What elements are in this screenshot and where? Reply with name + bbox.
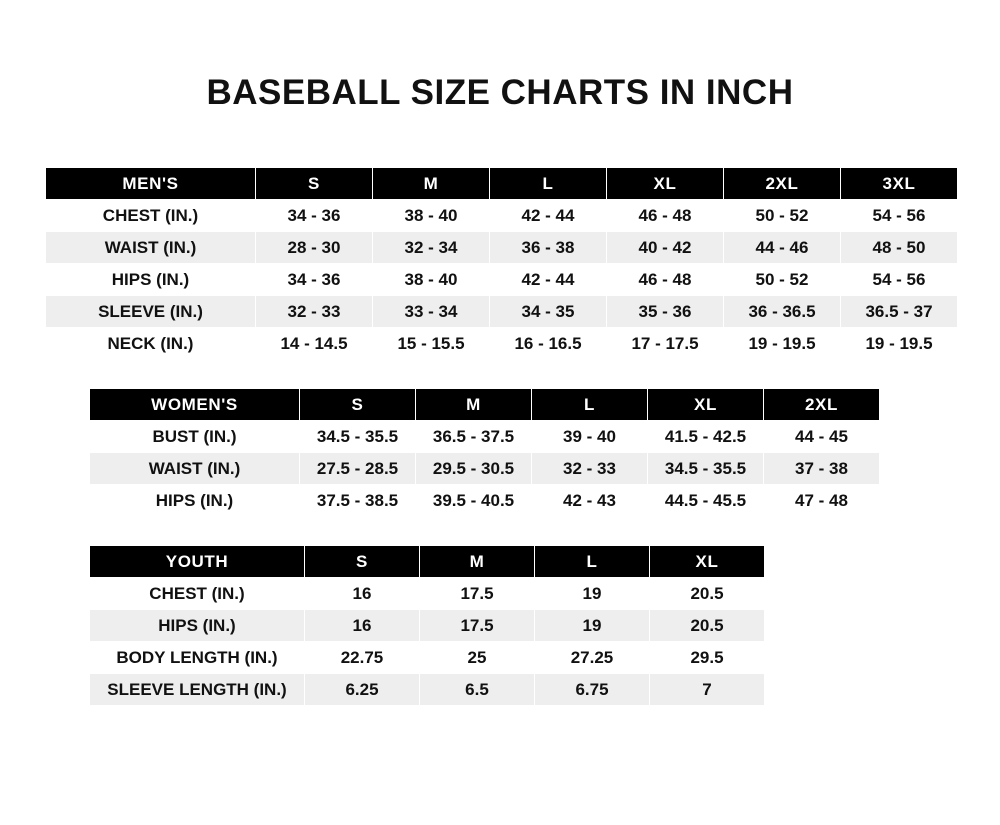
mens-table-head (46, 168, 958, 200)
youth-header-s: S (305, 546, 420, 578)
cell-value: 39.5 - 40.5 (416, 485, 532, 517)
mens-header-category: MEN'S (46, 168, 256, 200)
row-label: HIPS (IN.) (90, 485, 300, 517)
mens-header-m: M (373, 168, 490, 200)
youth-size-table (89, 545, 765, 706)
cell-value: 6.75 (535, 674, 650, 706)
cell-value: 36.5 - 37.5 (416, 421, 532, 453)
womens-header-s: S (300, 389, 416, 421)
youth-header-category: YOUTH (90, 546, 305, 578)
cell-value: 6.5 (420, 674, 535, 706)
table-row (90, 421, 880, 453)
row-label: HIPS (IN.) (90, 610, 305, 642)
cell-value: 38 - 40 (373, 264, 490, 296)
cell-value: 44 - 45 (764, 421, 880, 453)
cell-value: 32 - 33 (532, 453, 648, 485)
cell-value: 17 - 17.5 (607, 328, 724, 360)
table-row (46, 264, 958, 296)
cell-value: 34.5 - 35.5 (300, 421, 416, 453)
youth-table-body (90, 578, 765, 706)
size-chart-page (0, 73, 1000, 825)
cell-value: 50 - 52 (724, 264, 841, 296)
row-label: NECK (IN.) (46, 328, 256, 360)
cell-value: 32 - 34 (373, 232, 490, 264)
row-label: SLEEVE LENGTH (IN.) (90, 674, 305, 706)
row-label: CHEST (IN.) (46, 200, 256, 232)
mens-header-s: S (256, 168, 373, 200)
size-tables-container (0, 167, 1000, 706)
youth-header-l: L (535, 546, 650, 578)
table-row (90, 674, 765, 706)
womens-header-xl: XL (648, 389, 764, 421)
womens-size-table (89, 388, 880, 517)
row-label: BUST (IN.) (90, 421, 300, 453)
cell-value: 27.5 - 28.5 (300, 453, 416, 485)
cell-value: 16 (305, 610, 420, 642)
youth-size-table-block (45, 545, 955, 706)
womens-header-m: M (416, 389, 532, 421)
cell-value: 20.5 (650, 578, 765, 610)
row-label: SLEEVE (IN.) (46, 296, 256, 328)
cell-value: 34 - 35 (490, 296, 607, 328)
cell-value: 34.5 - 35.5 (648, 453, 764, 485)
cell-value: 54 - 56 (841, 264, 958, 296)
table-row (90, 578, 765, 610)
cell-value: 34 - 36 (256, 264, 373, 296)
mens-header-3xl: 3XL (841, 168, 958, 200)
cell-value: 17.5 (420, 578, 535, 610)
cell-value: 29.5 - 30.5 (416, 453, 532, 485)
cell-value: 20.5 (650, 610, 765, 642)
cell-value: 44.5 - 45.5 (648, 485, 764, 517)
womens-size-table-block (45, 388, 955, 517)
table-row (46, 328, 958, 360)
cell-value: 19 - 19.5 (841, 328, 958, 360)
mens-size-table (45, 167, 958, 360)
cell-value: 19 (535, 610, 650, 642)
womens-table-head (90, 389, 880, 421)
cell-value: 36 - 36.5 (724, 296, 841, 328)
womens-header-2xl: 2XL (764, 389, 880, 421)
table-row (90, 610, 765, 642)
cell-value: 47 - 48 (764, 485, 880, 517)
table-row (90, 485, 880, 517)
cell-value: 15 - 15.5 (373, 328, 490, 360)
cell-value: 42 - 44 (490, 264, 607, 296)
mens-size-table-block (45, 167, 955, 360)
youth-header-m: M (420, 546, 535, 578)
cell-value: 46 - 48 (607, 200, 724, 232)
mens-table-body (46, 200, 958, 360)
table-row (46, 296, 958, 328)
cell-value: 35 - 36 (607, 296, 724, 328)
cell-value: 29.5 (650, 642, 765, 674)
cell-value: 16 - 16.5 (490, 328, 607, 360)
cell-value: 37 - 38 (764, 453, 880, 485)
table-header-row (90, 546, 765, 578)
cell-value: 33 - 34 (373, 296, 490, 328)
cell-value: 7 (650, 674, 765, 706)
cell-value: 36.5 - 37 (841, 296, 958, 328)
cell-value: 22.75 (305, 642, 420, 674)
table-row (46, 232, 958, 264)
cell-value: 39 - 40 (532, 421, 648, 453)
row-label: CHEST (IN.) (90, 578, 305, 610)
cell-value: 19 (535, 578, 650, 610)
cell-value: 19 - 19.5 (724, 328, 841, 360)
cell-value: 40 - 42 (607, 232, 724, 264)
cell-value: 48 - 50 (841, 232, 958, 264)
cell-value: 25 (420, 642, 535, 674)
page-title: BASEBALL SIZE CHARTS IN INCH (206, 73, 794, 112)
row-label: WAIST (IN.) (90, 453, 300, 485)
cell-value: 17.5 (420, 610, 535, 642)
cell-value: 27.25 (535, 642, 650, 674)
cell-value: 46 - 48 (607, 264, 724, 296)
womens-header-category: WOMEN'S (90, 389, 300, 421)
cell-value: 50 - 52 (724, 200, 841, 232)
cell-value: 14 - 14.5 (256, 328, 373, 360)
cell-value: 37.5 - 38.5 (300, 485, 416, 517)
cell-value: 41.5 - 42.5 (648, 421, 764, 453)
table-header-row (90, 389, 880, 421)
mens-header-xl: XL (607, 168, 724, 200)
cell-value: 38 - 40 (373, 200, 490, 232)
cell-value: 6.25 (305, 674, 420, 706)
table-row (46, 200, 958, 232)
cell-value: 42 - 43 (532, 485, 648, 517)
womens-header-l: L (532, 389, 648, 421)
cell-value: 16 (305, 578, 420, 610)
cell-value: 28 - 30 (256, 232, 373, 264)
cell-value: 32 - 33 (256, 296, 373, 328)
mens-header-l: L (490, 168, 607, 200)
cell-value: 36 - 38 (490, 232, 607, 264)
row-label: WAIST (IN.) (46, 232, 256, 264)
cell-value: 54 - 56 (841, 200, 958, 232)
cell-value: 42 - 44 (490, 200, 607, 232)
womens-table-body (90, 421, 880, 517)
table-row (90, 453, 880, 485)
cell-value: 44 - 46 (724, 232, 841, 264)
cell-value: 34 - 36 (256, 200, 373, 232)
youth-table-head (90, 546, 765, 578)
row-label: HIPS (IN.) (46, 264, 256, 296)
table-header-row (46, 168, 958, 200)
table-row (90, 642, 765, 674)
row-label: BODY LENGTH (IN.) (90, 642, 305, 674)
youth-header-xl: XL (650, 546, 765, 578)
mens-header-2xl: 2XL (724, 168, 841, 200)
